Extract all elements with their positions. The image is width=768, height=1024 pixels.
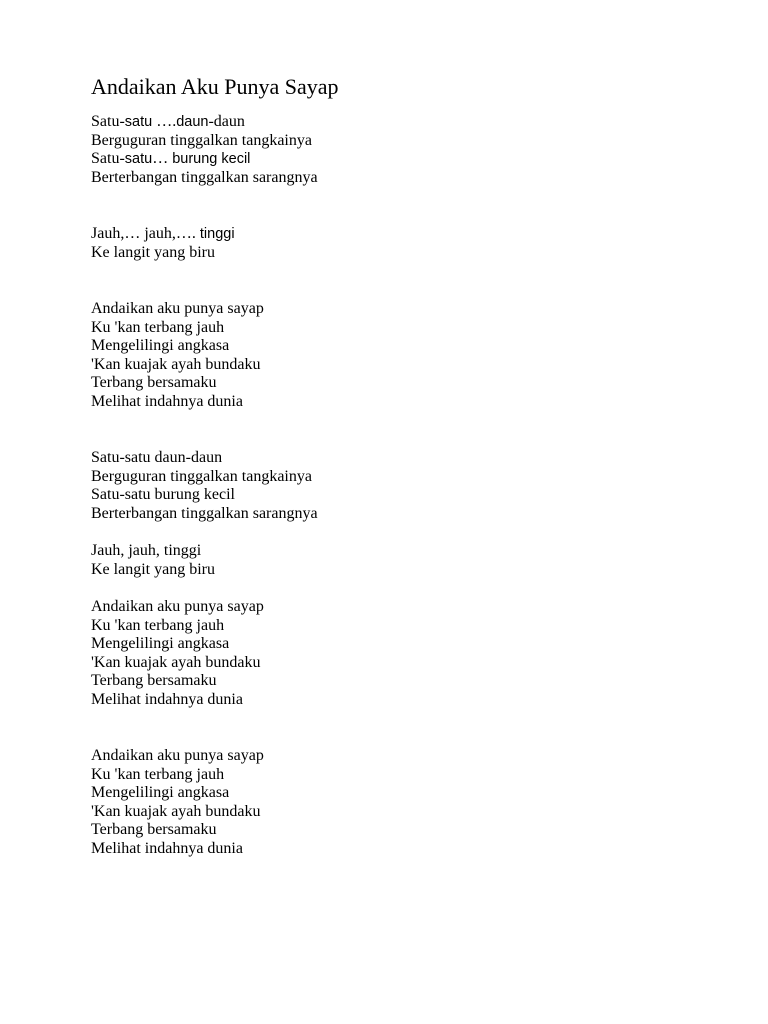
stanza [91,598,264,710]
lyric-text: Mengelilingi angkasa [91,337,230,355]
lyric-line [91,244,235,263]
lyric-line [91,486,318,505]
lyric-line [91,356,264,375]
lyric-text: Andaikan aku punya sayap [91,598,264,615]
lyric-line [91,169,318,188]
lyric-text: Ke langit yang biru [91,560,215,578]
lyric-text: Melihat indahnya dunia [91,690,243,708]
lyric-text: Ku 'kan terbang jauh [91,765,225,783]
lyric-text: Mengelilingi angkasa [91,635,230,653]
lyric-text: burung kecil [172,151,251,168]
lyric-text: daun [176,114,209,130]
lyric-text: 'Kan kuajak ayah bundaku [91,653,261,671]
lyric-line [91,803,264,822]
lyric-line [91,132,318,151]
lyric-text: 'Kan kuajak ayah bundaku [91,355,261,373]
lyric-line [91,561,215,580]
lyric-line [91,654,264,673]
lyric-line [91,635,264,654]
stanza [91,449,318,523]
lyric-text: 'Kan kuajak ayah bundaku [91,802,261,820]
lyric-text: … [152,150,173,168]
lyric-line [91,840,264,859]
lyric-text: Berguguran tinggalkan tangkainya [91,467,312,485]
lyric-text: Berterbangan tinggalkan sarangnya [91,168,318,186]
lyric-text: Satu-satu daun-daun [91,449,223,466]
lyric-line [91,113,318,132]
lyric-line [91,747,264,766]
lyric-line [91,393,264,412]
lyric-text: Terbang bersamaku [91,672,217,690]
lyric-line [91,542,215,561]
stanza [91,542,215,579]
lyric-text: Ku 'kan terbang jauh [91,616,225,634]
lyric-text: Satu- [91,150,125,168]
lyric-text: Satu- [91,113,125,130]
lyric-line [91,672,264,691]
stanza [91,300,264,412]
lyric-line [91,374,264,393]
lyric-text: Berterbangan tinggalkan sarangnya [91,504,318,522]
lyric-line [91,319,264,338]
lyric-line [91,766,264,785]
lyric-line [91,468,318,487]
lyric-line [91,225,235,244]
lyric-text: Melihat indahnya dunia [91,839,243,857]
lyric-text: Ku 'kan terbang jauh [91,318,225,336]
page-title: Andaikan Aku Punya Sayap [91,74,339,99]
stanza [91,113,318,187]
lyric-text: Ke langit yang biru [91,243,215,261]
lyric-line [91,598,264,617]
lyric-line [91,784,264,803]
lyric-text: Berguguran tinggalkan tangkainya [91,131,312,149]
lyric-text: Melihat indahnya dunia [91,392,243,410]
lyric-line [91,150,318,169]
stanza [91,225,235,262]
lyric-text: Terbang bersamaku [91,821,217,839]
lyric-text: satu [124,114,153,130]
lyric-text: Jauh, jauh, tinggi [91,542,202,559]
lyric-text: …. [152,113,177,130]
lyric-line [91,337,264,356]
lyric-text: Terbang bersamaku [91,374,217,392]
stanza [91,747,264,859]
lyric-line [91,617,264,636]
lyric-text: Mengelilingi angkasa [91,784,230,802]
lyric-text: Andaikan aku punya sayap [91,747,264,764]
lyric-text: Jauh,… jauh,…. [91,225,200,242]
lyric-line [91,691,264,710]
lyric-line [91,449,318,468]
lyric-text: Andaikan aku punya sayap [91,300,264,317]
lyric-line [91,300,264,319]
lyric-text: Satu-satu burung kecil [91,486,235,504]
lyric-text: -daun [208,113,245,130]
lyric-line [91,821,264,840]
lyric-text: satu [124,151,153,168]
lyric-line [91,505,318,524]
lyric-text: tinggi [199,226,235,242]
